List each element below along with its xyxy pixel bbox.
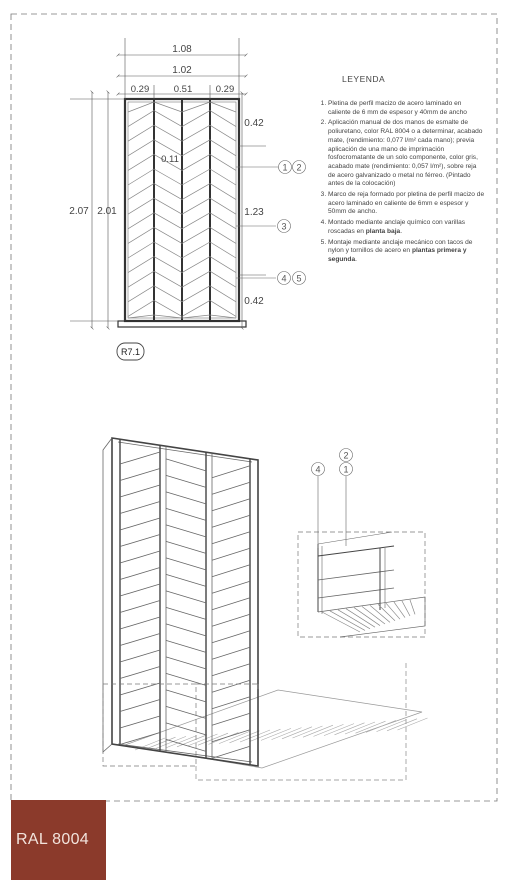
legend-item-5: 5. Montaje mediante anclaje mecánico con tacos de nylon y tornillos de acero en plantas primera y segunda. bbox=[328, 239, 485, 265]
callout-3: 3 bbox=[281, 221, 287, 232]
callout-2: 2 bbox=[296, 162, 302, 173]
dim-height-middle: 1.23 bbox=[244, 207, 264, 218]
legend bbox=[310, 74, 485, 267]
callout-1: 1 bbox=[282, 162, 288, 173]
dim-width-right: 0.29 bbox=[215, 84, 235, 95]
legend-item-2: 2. Aplicación manual de dos manos de esmalte de poliuretano, color RAL 8004 o a determinar, acabado mate, (rendimiento: 0,077 l/m² cada mano); previa aplicación de una mano de imprimación fosfocromatante de un solo componente, color gris, acabado mate (rendimiento: 0,057 l/m²), sobre reja de acero galvanizado o metal no férreo. (Pintado antes de la colocación) bbox=[328, 119, 485, 189]
elevation-callouts bbox=[236, 161, 306, 285]
legend-item-4: 4. Montado mediante anclaje químico con varillas roscadas en planta baja. bbox=[328, 219, 485, 236]
swatch-label: RAL 8004 bbox=[16, 831, 89, 848]
detail-callout-2: 2 bbox=[343, 450, 349, 461]
callout-4: 4 bbox=[281, 273, 287, 284]
legend-list bbox=[310, 100, 485, 265]
legend-title: LEYENDA bbox=[342, 74, 386, 84]
dim-width-center: 0.51 bbox=[173, 84, 193, 95]
gate-elevation bbox=[118, 99, 246, 327]
dim-width-left: 0.29 bbox=[130, 84, 150, 95]
drawing-tag: R7.1 bbox=[120, 347, 141, 357]
gate-axonometric bbox=[103, 438, 428, 780]
dim-height-top: 0.42 bbox=[244, 118, 264, 129]
callout-5: 5 bbox=[296, 273, 302, 284]
anchor-detail bbox=[298, 476, 425, 637]
dim-height-outer: 2.07 bbox=[69, 206, 89, 217]
legend-item-1: 1. Pletina de perfil macizo de acero laminado en caliente de 6 mm de espesor y 40mm de ancho bbox=[328, 100, 485, 117]
detail-callout-1: 1 bbox=[343, 464, 349, 475]
detail-callout-4: 4 bbox=[315, 464, 321, 475]
dim-spacing: 0.11 bbox=[161, 154, 179, 165]
color-swatch bbox=[11, 800, 106, 880]
dim-width-outer: 1.08 bbox=[172, 44, 192, 55]
dim-width-inner: 1.02 bbox=[172, 65, 192, 76]
dim-height-bottom: 0.42 bbox=[244, 296, 264, 307]
dim-height-inner: 2.01 bbox=[97, 206, 117, 217]
legend-item-3: 3. Marco de reja formado por pletina de perfil macizo de acero laminado en caliente de 6mm e espesor y 50mm de ancho. bbox=[328, 191, 485, 217]
